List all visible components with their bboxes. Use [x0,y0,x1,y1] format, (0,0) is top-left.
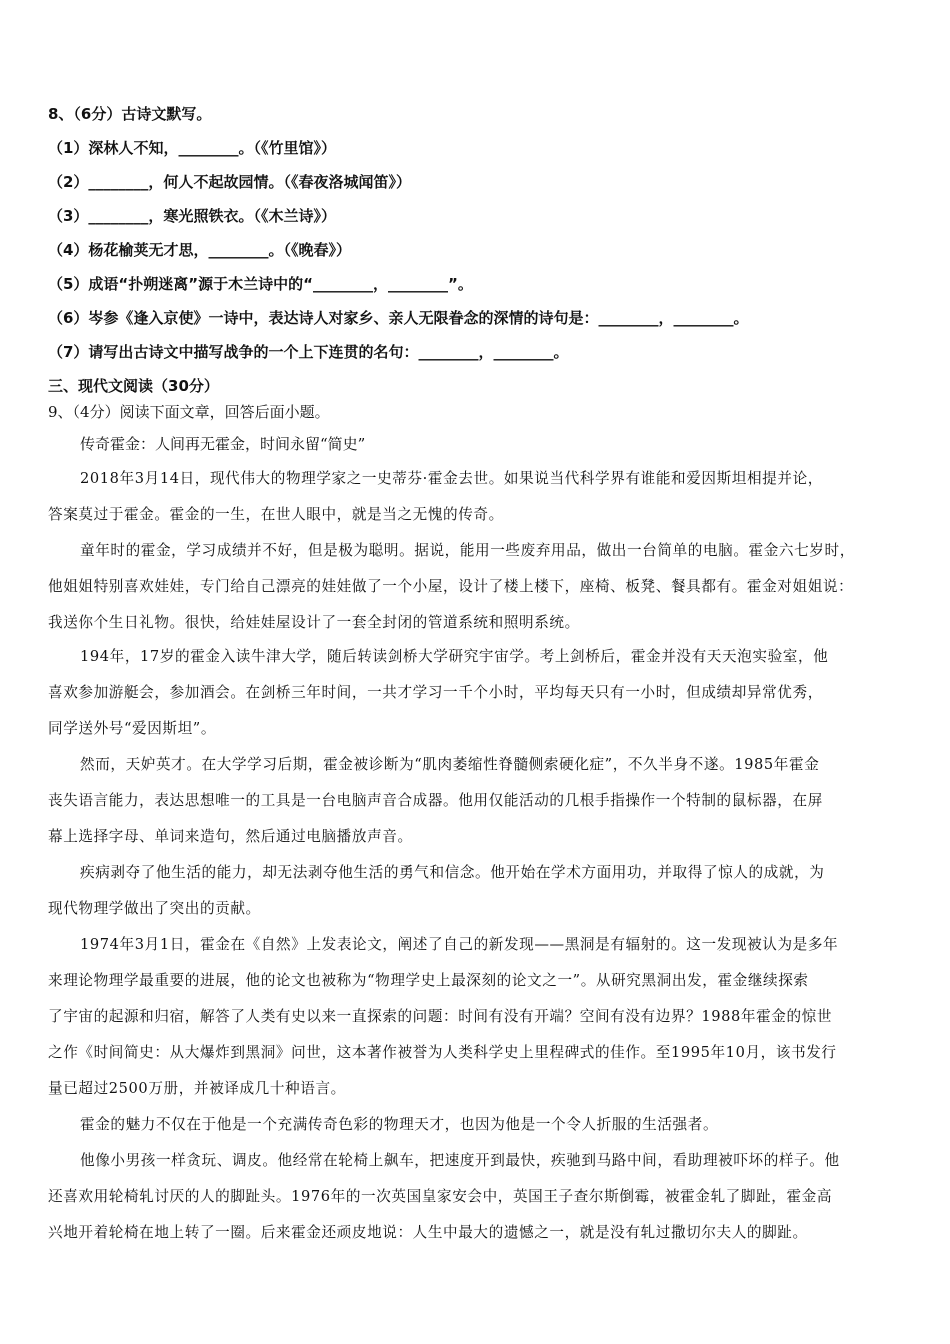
section-3-title: 三、现代文阅读（30分） [48,377,219,395]
article-line: 了宇宙的起源和归宿，解答了人类有史以来一直探索的问题：时间有没有开端？空间有没有边界？1988年霍金的惊世 [48,1008,833,1025]
question-8-item-6: （6）岑参《逢入京使》一诗中，表达诗人对家乡、亲人无限眷念的深情的诗句是：________，________。 [48,309,749,327]
article-line: 他姐姐特别喜欢娃娃，专门给自己漂亮的娃娃做了一个小屋，设计了楼上楼下，座椅、板凳、餐具都有。霍金对姐姐说： [48,578,854,595]
article-line: 他像小男孩一样贪玩、调皮。他经常在轮椅上飙车，把速度开到最快，疾驰到马路中间，看助理被吓坏的样子。他 [80,1152,840,1169]
article-line: 喜欢参加游艇会，参加酒会。在剑桥三年时间，一共才学习一千个小时，平均每天只有一小时，但成绩却异常优秀， [48,684,823,701]
question-8-item-7: （7）请写出古诗文中描写战争的一个上下连贯的名句：________，________。 [48,343,569,361]
article-line: 童年时的霍金，学习成绩并不好，但是极为聪明。据说，能用一些废弃用品，做出一台简单的电脑。霍金六七岁时， [80,542,855,559]
question-8-item-2: （2）________，何人不起故园情。（《春夜洛城闻笛》） [48,173,411,191]
article-line: 丧失语言能力，表达思想唯一的工具是一台电脑声音合成器。他用仅能活动的几根手指操作一个特制的鼠标器，在屏 [48,792,823,809]
article-line: 现代物理学做出了突出的贡献。 [48,900,261,917]
article-line: 之作《时间简史：从大爆炸到黑洞》问世，这本著作被誉为人类科学史上里程碑式的佳作。至1995年10月，该书发行 [48,1044,837,1061]
question-8-item-3: （3）________，寒光照铁衣。（《木兰诗》） [48,207,336,225]
question-8-item-4: （4）杨花榆荚无才思，________。（《晚春》） [48,241,351,259]
article-line: 同学送外号“爱因斯坦”。 [48,720,217,737]
question-8-item-5: （5）成语“扑朔迷离”源于木兰诗中的“________，________”。 [48,275,473,293]
question-8-item-1: （1）深林人不知，________。（《竹里馆》） [48,139,336,157]
article-line: 还喜欢用轮椅轧讨厌的人的脚趾头。1976年的一次英国皇家安会中，英国王子查尔斯倒霉，被霍金轧了脚趾，霍金高 [48,1188,833,1205]
article-line: 霍金的魅力不仅在于他是一个充满传奇色彩的物理天才，也因为他是一个令人折服的生活强者。 [80,1116,719,1133]
article-line: 1974年3月1日，霍金在《自然》上发表论文，阐述了自己的新发现——黑洞是有辐射的。这一发现被认为是多年 [80,936,839,953]
question-9-header: 9、（4分）阅读下面文章，回答后面小题。 [48,403,330,421]
article-title: 传奇霍金：人间再无霍金，时间永留“简史” [80,435,366,453]
article-line: 答案莫过于霍金。霍金的一生，在世人眼中，就是当之无愧的传奇。 [48,506,504,523]
article-line: 来理论物理学最重要的进展，他的论文也被称为“物理学史上最深刻的论文之一”。从研究黑洞出发，霍金继续探索 [48,972,809,989]
question-8-header: 8、（6分）古诗文默写。 [48,105,212,123]
article-line: 兴地开着轮椅在地上转了一圈。后来霍金还顽皮地说：人生中最大的遗憾之一，就是没有轧过撒切尔夫人的脚趾。 [48,1224,808,1241]
article-line: 幕上选择字母、单词来造句，然后通过电脑播放声音。 [48,828,413,845]
article-line: 我送你个生日礼物。很快，给娃娃屋设计了一套全封闭的管道系统和照明系统。 [48,614,580,631]
article-line: 疾病剥夺了他生活的能力，却无法剥夺他生活的勇气和信念。他开始在学术方面用功，并取得了惊人的成就，为 [80,864,825,881]
article-line: 194年，17岁的霍金入读牛津大学，随后转读剑桥大学研究宇宙学。考上剑桥后，霍金并没有天天泡实验室，他 [80,648,829,665]
article-line: 然而，天妒英才。在大学学习后期，霍金被诊断为“肌肉萎缩性脊髓侧索硬化症”，不久半身不遂。1985年霍金 [80,756,820,773]
article-line: 2018年3月14日，现代伟大的物理学家之一史蒂芬·霍金去世。如果说当代科学界有谁能和爱因斯坦相提并论， [80,470,823,487]
article-line: 量已超过2500万册，并被译成几十种语言。 [48,1080,346,1097]
